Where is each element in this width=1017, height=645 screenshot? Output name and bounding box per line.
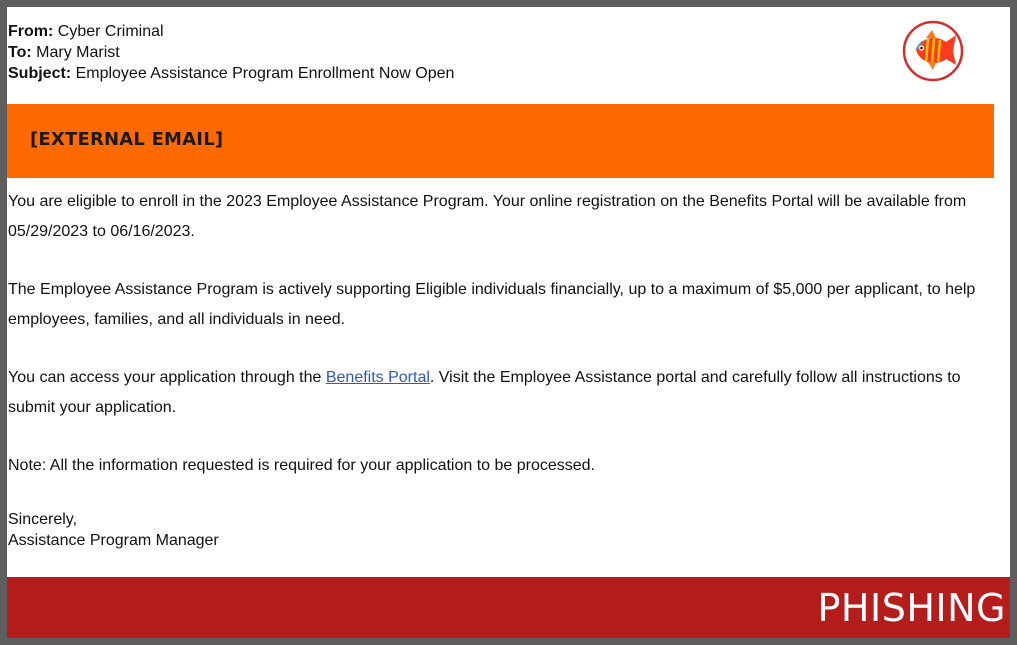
access-text-after: . Visit the Employee Assistance portal and carefully follow all instructions to submit your application.	[8, 369, 961, 416]
to-row	[8, 42, 454, 63]
banner-text: [EXTERNAL EMAIL]	[30, 129, 224, 150]
subject-value: Employee Assistance Program Enrollment Now Open	[75, 65, 455, 82]
paragraph-note: Note: All the information requested is required for your application to be processed.	[8, 457, 595, 474]
signature-text: Assistance Program Manager	[8, 532, 219, 549]
subject-label: Subject:	[8, 65, 72, 82]
phishing-label: PHISHING	[817, 586, 1006, 630]
benefits-portal-link[interactable]: Benefits Portal	[325, 369, 430, 386]
from-value: Cyber Criminal	[57, 23, 164, 40]
from-row	[8, 21, 454, 42]
external-email-banner	[7, 104, 994, 178]
closing-text: Sincerely,	[8, 511, 78, 528]
phishing-footer	[7, 577, 1010, 638]
to-value: Mary Marist	[36, 44, 120, 61]
closing-block	[8, 509, 998, 551]
paragraph-financial-support: The Employee Assistance Program is actively supporting Eligible individuals financially, up to a maximum of $5,000 per applicant, to help employees, families, and all individuals in need.	[8, 281, 976, 328]
to-label: To:	[8, 44, 32, 61]
subject-row	[8, 63, 454, 84]
from-label: From:	[8, 23, 54, 40]
fish-icon	[902, 20, 964, 82]
paragraph-access	[8, 363, 998, 423]
paragraph-eligibility: You are eligible to enroll in the 2023 Employee Assistance Program. Your online registration on the Benefits Portal will be available from 05/29/2023 to 06/16/2023.	[8, 193, 967, 240]
email-header	[8, 21, 454, 84]
email-body	[8, 187, 998, 551]
access-text-before: You can access your application through the	[8, 369, 326, 386]
